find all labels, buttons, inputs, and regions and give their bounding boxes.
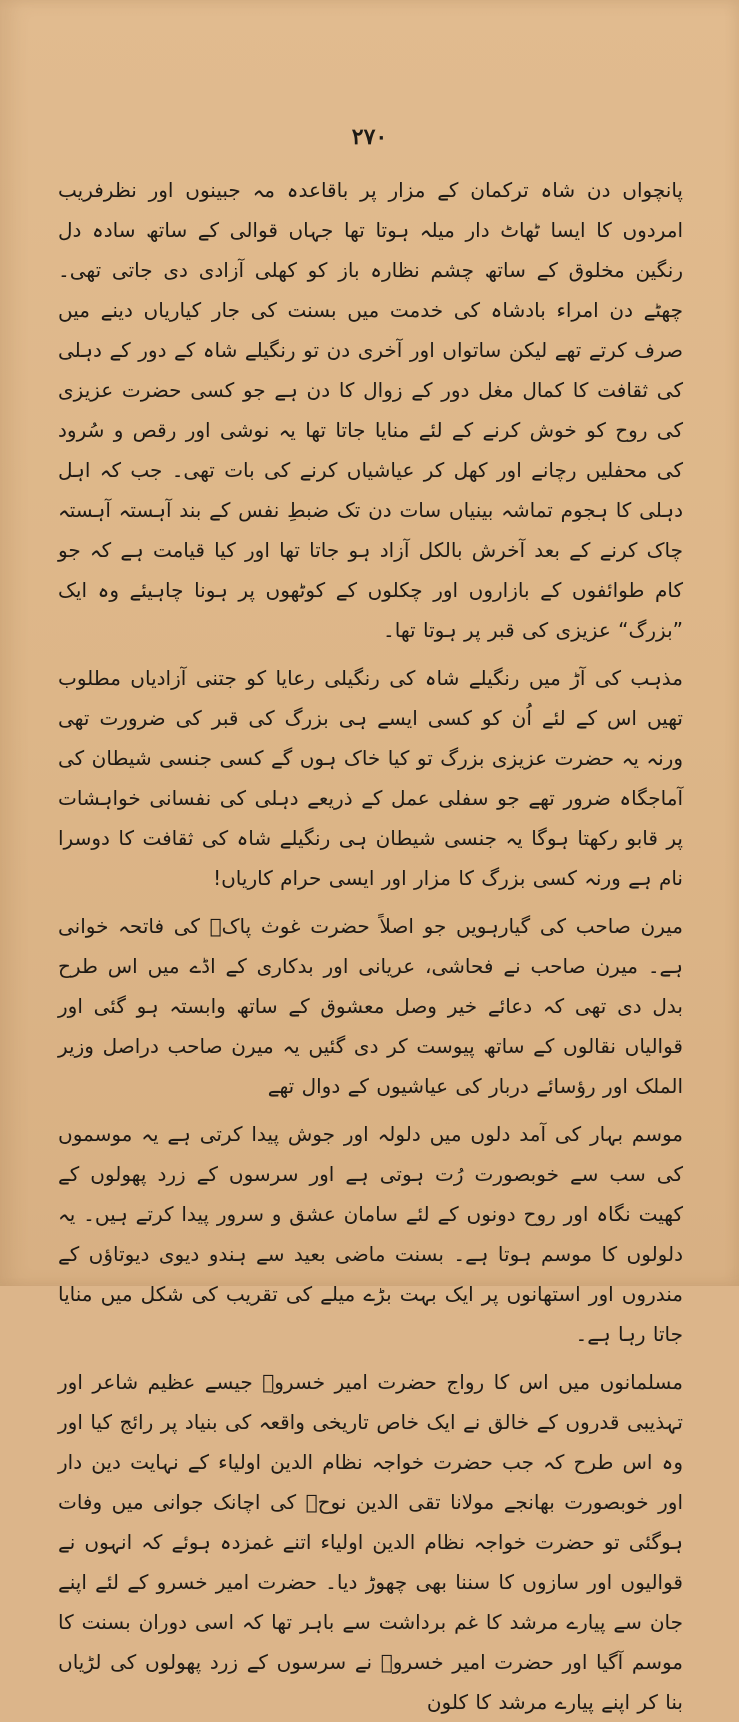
paragraph-3: میرن صاحب کی گیارہویں جو اصلاً حضرت غوث پاکؒ کی فاتحہ خوانی ہے۔ میرن صاحب نے فحاشی، عریانی اور بدکاری کے اڈے میں اس طرح بدل دی تھی کہ دعائے خیر وصل معشوق کے ساتھ وابستہ ہو گئی اور قوالیاں نقالوں کے ساتھ پیوست کر دی گئیں یہ میرن صاحب دراصل وزیر الملک اور رؤسائے دربار کی عیاشیوں کے دوال تھے [58,914,683,1098]
page-number: ٢٧٠ [351,124,388,150]
page-body [58,170,683,1722]
paragraph-5: مسلمانوں میں اس کا رواج حضرت امیر خسروؒ جیسے عظیم شاعر اور تہذیبی قدروں کے خالق نے ایک خاص تاریخی واقعہ کی بنیاد پر رائج کیا اور وہ اس طرح کہ جب حضرت خواجہ نظام الدین اولیاء کے نہایت دین دار اور خوبصورت بھانجے مولانا تقی الدین نوحؒ کی اچانک جوانی میں وفات ہوگئی تو حضرت خواجہ نظام الدین اولیاء اتنے غمزدہ ہوئے کہ انہوں نے قوالیوں اور سازوں کا سننا بھی چھوڑ دیا۔ حضرت امیر خسرو کے لئے اپنے جان سے پیارے مرشد کا غم برداشت سے باہر تھا کہ اسی دوران بسنت کا موسم آگیا اور حضرت امیر خسروؒ نے سرسوں کے زرد پھولوں کی لڑیاں بنا کر اپنے پیارے مرشد کا کلون [58,1370,683,1714]
paragraph-4: موسم بہار کی آمد دلوں میں دلولہ اور جوش پیدا کرتی ہے یہ موسموں کی سب سے خوبصورت رُت ہوتی ہے اور سرسوں کے زرد پھولوں کے کھیت نگاہ اور روح دونوں کے لئے سامان عشق و سرور پیدا کرتے ہیں۔ یہ دلولوں کا موسم ہوتا ہے۔ بسنت ماضی بعید سے ہندو دیوی دیوتاؤں کے مندروں اور استھانوں پر ایک بہت بڑے میلے کی تقریب کی شکل میں منایا جاتا رہا ہے۔ [58,1122,683,1346]
paragraph-2: مذہب کی آڑ میں رنگیلے شاہ کی رنگیلی رعایا کو جتنی آزادیاں مطلوب تھیں اس کے لئے اُن کو کسی ایسے ہی بزرگ کی قبر کی ضرورت تھی ورنہ یہ حضرت عزیزی بزرگ تو کیا خاک ہوں گے کسی جنسی شیطان کی آماجگاہ ضرور تھے جو سفلی عمل کے ذریعے دہلی کی نفسانی خواہشات پر قابو رکھتا ہوگا یہ جنسی شیطان ہی رنگیلے شاہ کی ثقافت کا دوسرا نام ہے ورنہ کسی بزرگ کا مزار اور ایسی حرام کاریاں! [58,666,683,890]
paragraph-1: پانچواں دن شاہ ترکمان کے مزار پر باقاعدہ مہ جبینوں اور نظرفریب امردوں کا ایسا ٹھاٹ دار میلہ ہوتا تھا جہاں قوالی کے ساتھ سادہ دل رنگین مخلوق کے ساتھ چشم نظارہ باز کو کھلی آزادی دی جاتی تھی۔ چھٹے دن امراء بادشاہ کی خدمت میں بسنت کی جار کیاریاں دینے میں صرف کرتے تھے لیکن ساتواں اور آخری دن تو رنگیلے شاہ کے دور کے دہلی کی ثقافت کا کمال مغل دور کے زوال کا دن ہے جو کسی حضرت عزیزی کی روح کو خوش کرنے کے لئے منایا جاتا تھا یہ نوشی اور رقص و سُرود کی محفلیں رچانے اور کھل کر عیاشیاں کرنے کی بات تھی۔ جب کہ اہل دہلی کا ہجوم تماشہ بینیاں سات دن تک ضبطِ نفس کے بند آہستہ آہستہ چاک کرنے کے بعد آخرش بالکل آزاد ہو جاتا تھا اور کیا قیامت ہے کہ جو کام طوائفوں کے بازاروں اور چکلوں کے کوٹھوں پر ہونا چاہیئے وہ ایک ”بزرگ“ عزیزی کی قبر پر ہوتا تھا۔ [58,178,683,642]
